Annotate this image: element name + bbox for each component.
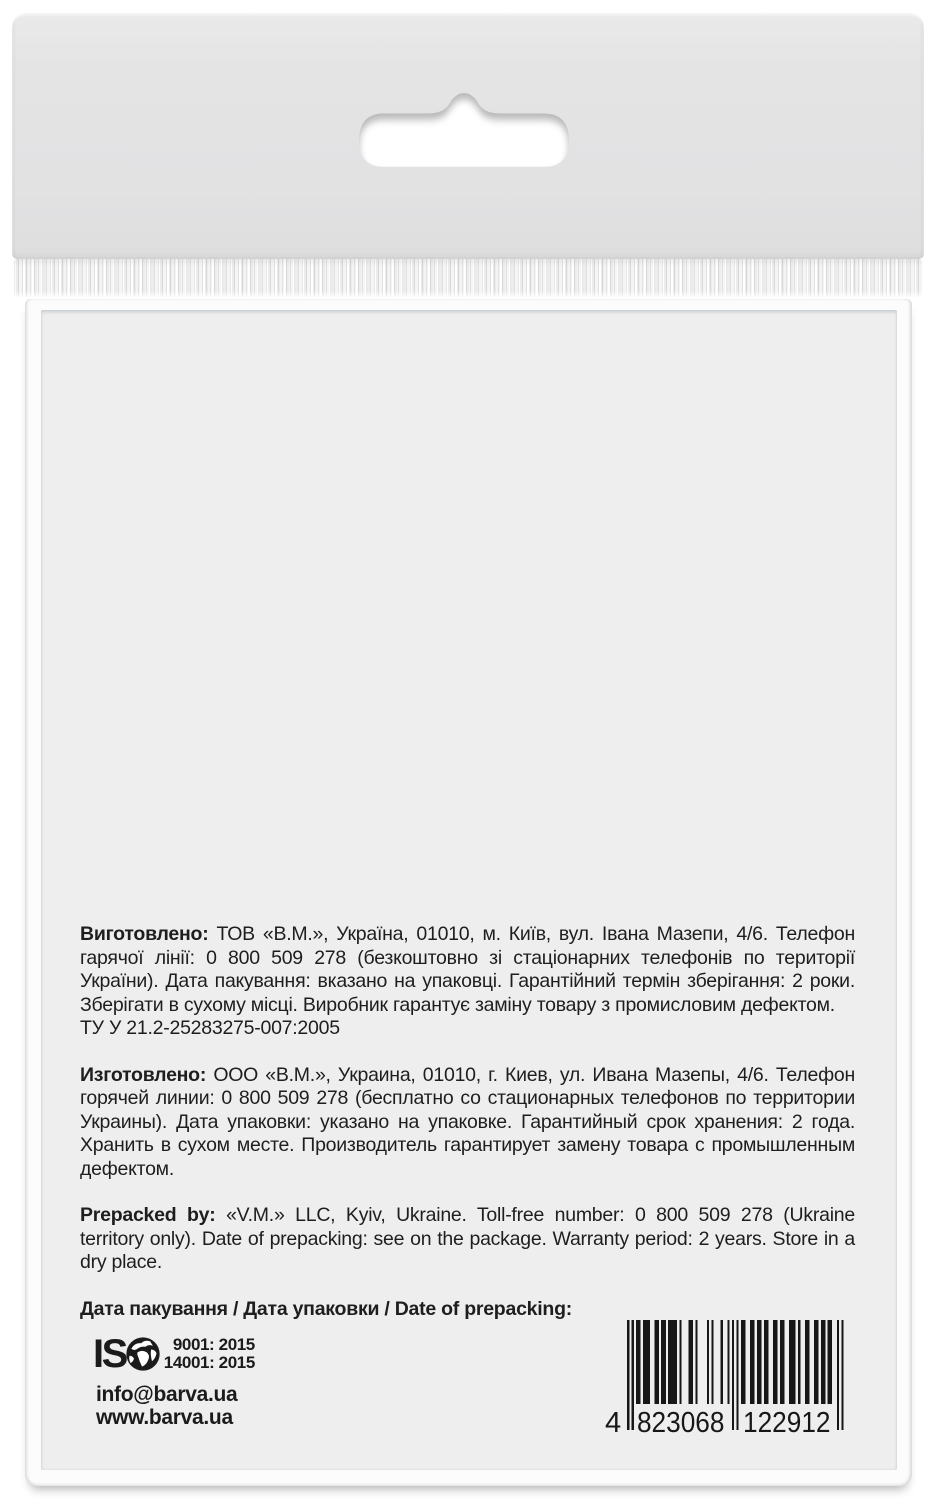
- paragraph-text-en: «V.M.» LLC, Kyiv, Ukraine. Toll-free number: 0 800 509 278 (Ukraine territory only). Date of prepacking: see on the package. Warranty period: 2 years. Store in a dry place.: [80, 1204, 855, 1273]
- paragraph-label-en: Prepacked by:: [80, 1204, 216, 1226]
- made-in-paragraph-ua: [80, 923, 855, 1017]
- svg-text:823068: 823068: [636, 1407, 725, 1439]
- label-text-block: [80, 923, 855, 1321]
- technical-standard-line: ТУ У 21.2-25283275-007:2005: [80, 1017, 340, 1039]
- prepacked-by-paragraph-en: [80, 1204, 855, 1275]
- prepacking-date-line: Дата пакування / Дата упаковки / Date of prepacking:: [80, 1297, 572, 1320]
- iso-9001-label: 9001: 2015: [172, 1335, 255, 1354]
- paragraph-text-ua: ТОВ «В.М.», Україна, 01010, м. Київ, вул. Івана Мазепи, 4/6. Телефон гарячої лінії: 0 800 509 278 (безкоштовно зі стаціонарних телефонів по території України). Дата пакування: вказано на упаковці. Гарантійний термін зберігання: 2 роки. Зберігати в сухому місці. Виробник гарантує заміну товару з промисловим дефектом.: [80, 923, 856, 1016]
- ean13-barcode: [601, 1318, 846, 1440]
- iso-certification-logo: [93, 1332, 255, 1376]
- plastic-sleeve-body: [25, 299, 912, 1486]
- contact-block: [96, 1384, 237, 1429]
- contact-email: info@barva.ua: [96, 1383, 238, 1406]
- svg-text:4: 4: [605, 1407, 622, 1439]
- paragraph-label-ua: Виготовлено:: [80, 923, 209, 945]
- contact-website: www.barva.ua: [96, 1405, 233, 1429]
- iso-letters: IS: [93, 1332, 126, 1376]
- hang-tab: [12, 13, 924, 259]
- paragraph-text-ru: ООО «В.М.», Украина, 01010, г. Киев, ул. Ивана Мазепы, 4/6. Телефон горячей линии: 0 800 509 278 (бесплатно со стационарных телефонов по территории Украины). Дата упаковки: указано на упаковке. Гарантийный срок хранения: 2 года. Хранить в сухом месте. Производитель гарантирует замену товара с промышленным дефектом.: [80, 1063, 855, 1180]
- iso-standards: [164, 1336, 255, 1372]
- paragraph-label-ru: Изготовлено:: [80, 1063, 207, 1086]
- iso-14001-label: 14001: 2015: [163, 1353, 255, 1372]
- globe-icon: [125, 1336, 161, 1372]
- heat-seal-crimp-band: [14, 259, 922, 297]
- euro-slot-hole-icon: [358, 93, 570, 168]
- svg-text:122912: 122912: [743, 1407, 831, 1439]
- info-card: [41, 310, 897, 1470]
- made-in-paragraph-ru: [80, 1064, 855, 1182]
